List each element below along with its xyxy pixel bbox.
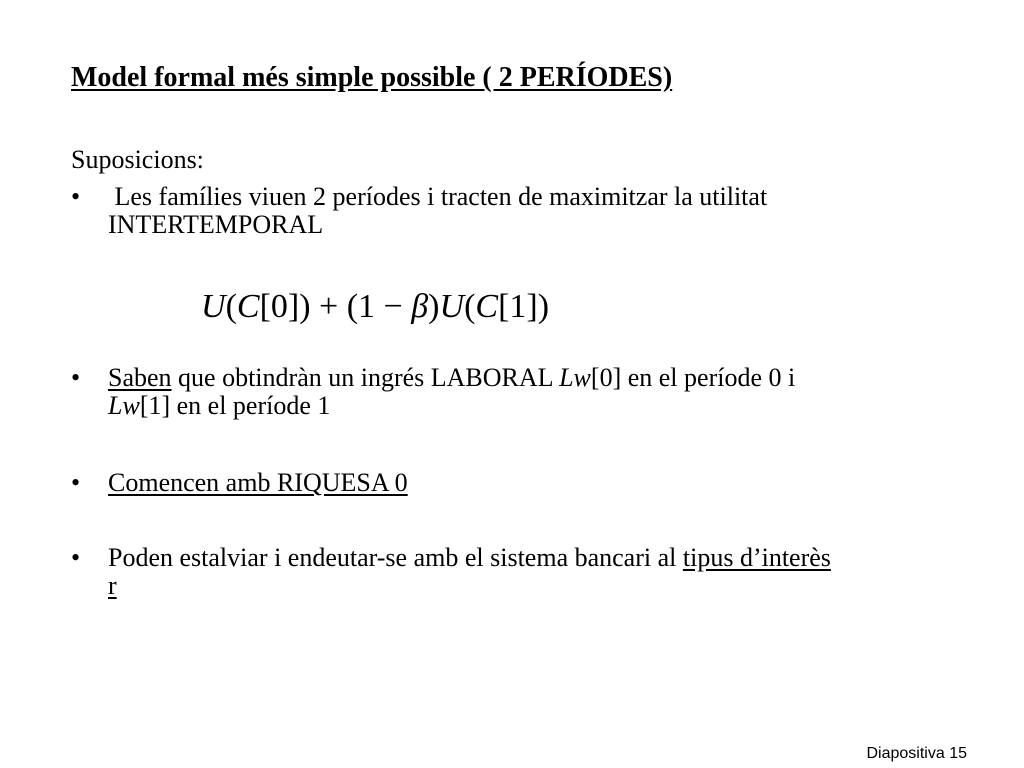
- lw0-symbol: Lw: [559, 363, 591, 392]
- bullet-dot: •: [71, 468, 81, 497]
- bullet-dot: •: [71, 543, 81, 572]
- bullet-estalviar-text: [108, 544, 988, 600]
- formula-c2: C: [475, 288, 499, 325]
- formula-plus: +: [310, 288, 347, 325]
- saben-text1: que obtindràn un ingrés LABORAL: [171, 363, 560, 392]
- bullet-families-line1: Les famílies viuen 2 períodes i tracten de maximitzar la utilitat: [108, 182, 768, 211]
- utility-formula: [201, 288, 549, 326]
- bullet-dot: •: [71, 182, 81, 211]
- formula-u2: U: [439, 288, 465, 325]
- estalviar-text1: Poden estalviar i endeutar-se amb el sistema bancari al: [108, 543, 683, 572]
- bullet-saben-text: [108, 364, 988, 420]
- bullet-estalviar-line1: [108, 544, 988, 572]
- bullet-riquesa-text: [108, 469, 988, 497]
- formula-open1: (: [225, 288, 237, 325]
- formula-u1: U: [201, 288, 226, 325]
- bullet-saben-line2: [108, 392, 988, 420]
- r-link[interactable]: r: [108, 571, 117, 600]
- bullet-estalviar-line2: [108, 572, 988, 600]
- saben-link[interactable]: Saben: [108, 363, 172, 392]
- slide-number: Diapositiva 15: [866, 745, 967, 762]
- formula-beta: β: [411, 288, 429, 325]
- formula-c1: C: [236, 288, 260, 325]
- riquesa-link[interactable]: Comencen amb RIQUESA 0: [108, 468, 408, 497]
- bullet-saben-line1: [108, 364, 988, 392]
- tipus-interes-link[interactable]: tipus d’interès: [682, 543, 831, 572]
- formula-open2: (: [464, 288, 476, 325]
- subheading-suposicions: Suposicions:: [71, 145, 204, 174]
- saben-text3: [1] en el període 1: [139, 391, 331, 420]
- lw1-symbol: Lw: [108, 391, 140, 420]
- bullet-families-text: [108, 183, 988, 239]
- formula-idx2: [1]): [498, 288, 550, 325]
- slide-title: Model formal més simple possible ( 2 PERÍODES): [71, 62, 673, 93]
- bullet-families-line2: INTERTEMPORAL: [108, 210, 324, 239]
- saben-text2: [0] en el període 0 i: [590, 363, 796, 392]
- bullet-dot: •: [71, 363, 81, 392]
- formula-close: ): [428, 288, 440, 325]
- formula-paren: (1 −: [346, 288, 412, 325]
- formula-idx1: [0]): [259, 288, 311, 325]
